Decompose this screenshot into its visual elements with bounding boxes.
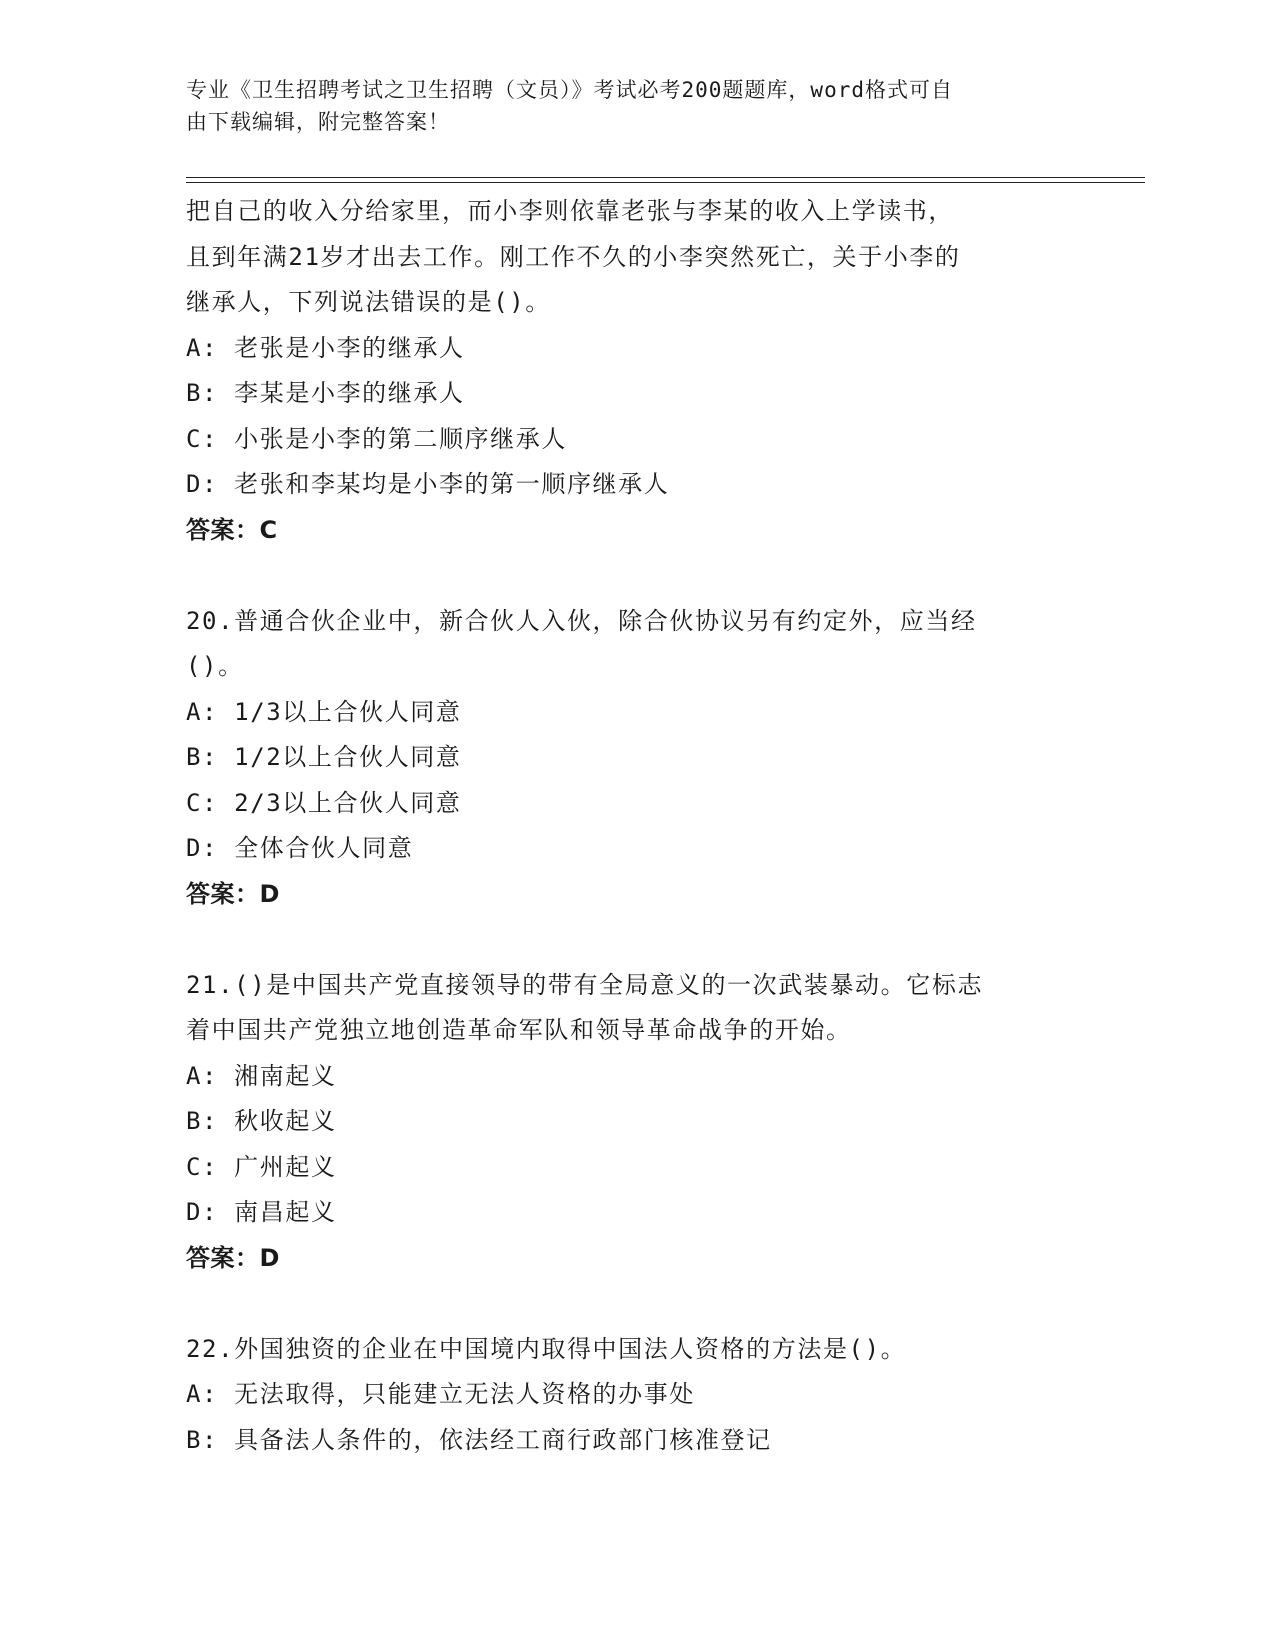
answer: 答案：D [186,879,280,908]
option-c: C: 2/3以上合伙人同意 [186,788,462,817]
header-divider [186,182,1145,183]
option-b: B: 具备法人条件的，依法经工商行政部门核准登记 [186,1425,772,1454]
question-22 [186,1327,1086,1464]
option-a: A: 无法取得，只能建立无法人资格的办事处 [186,1380,695,1408]
spacer [186,553,1086,599]
question-stem: 着中国共产党独立地创造革命军队和领导革命战争的开始。 [186,1016,852,1044]
question-stem: 22.外国独资的企业在中国境内取得中国法人资格的方法是()。 [186,1334,907,1363]
question-19 [186,189,1086,553]
spacer [186,1281,1086,1327]
option-d: D: 南昌起义 [186,1198,337,1226]
question-stem: 且到年满21岁才出去工作。刚工作不久的小李突然死亡，关于小李的 [186,242,961,271]
header-divider [186,177,1145,178]
question-list [186,189,1086,1463]
option-d: D: 老张和李某均是小李的第一顺序继承人 [186,470,670,498]
option-b: B: 1/2以上合伙人同意 [186,743,462,771]
header-line: 由下载编辑，附完整答案！ [186,110,450,134]
option-a: A: 老张是小李的继承人 [186,333,465,362]
option-d: D: 全体合伙人同意 [186,834,414,862]
answer: 答案：D [186,1243,280,1272]
option-c: C: 广州起义 [186,1152,337,1181]
header-line: 专业《卫生招聘考试之卫生招聘（文员）》考试必考200题题库，word格式可自 [186,78,953,102]
answer: 答案：C [186,515,278,544]
question-stem: 把自己的收入分给家里，而小李则依靠老张与李某的收入上学读书， [186,197,954,225]
spacer [186,917,1086,963]
option-a: A: 湘南起义 [186,1061,337,1090]
question-21 [186,963,1086,1282]
question-stem: 继承人，下列说法错误的是()。 [186,288,551,316]
option-b: B: 秋收起义 [186,1107,337,1135]
document-header [186,74,1066,138]
question-stem: 20.普通合伙企业中，新合伙人入伙，除合伙协议另有约定外，应当经 [186,606,977,635]
question-20 [186,599,1086,918]
option-b: B: 李某是小李的继承人 [186,379,465,407]
option-c: C: 小张是小李的第二顺序继承人 [186,424,567,453]
question-stem: 21.()是中国共产党直接领导的带有全局意义的一次武装暴动。它标志 [186,970,984,999]
question-stem: ()。 [186,652,244,680]
option-a: A: 1/3以上合伙人同意 [186,697,462,726]
